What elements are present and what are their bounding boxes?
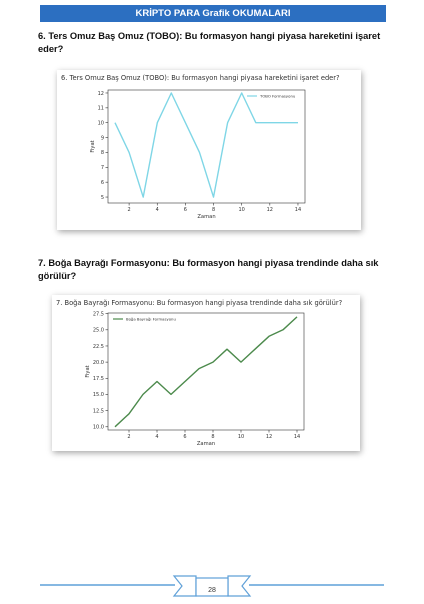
y-tick-label: 5 [100, 194, 104, 201]
y-tick-label: 12 [97, 90, 104, 97]
x-axis-label: Zaman [197, 214, 216, 220]
chart-tobo [57, 70, 361, 230]
x-tick-label: 6 [183, 434, 187, 440]
chart-title: 6. Ters Omuz Baş Omuz (TOBO): Bu formasyon hangi piyasa hareketini işaret eder? [61, 74, 340, 82]
x-tick-label: 4 [155, 207, 159, 213]
series-line [115, 93, 298, 197]
chart-card-bull-flag [52, 295, 360, 451]
y-tick-label: 15.0 [92, 392, 104, 399]
page-number: 28 [208, 587, 216, 594]
x-tick-label: 2 [127, 207, 131, 213]
legend-label: TOBO Formasyonu [260, 93, 296, 99]
y-tick-label: 22.5 [92, 343, 104, 350]
y-tick-label: 9 [100, 135, 104, 142]
question-7: 7. Boğa Bayrağı Formasyonu: Bu formasyon hangi piyasa trendinde daha sık görülür? [38, 258, 379, 281]
footer-ribbon [0, 570, 424, 600]
x-tick-label: 4 [155, 434, 159, 440]
page-footer [0, 570, 424, 600]
y-axis-label: Fiyat [90, 140, 96, 153]
chart-title: 7. Boğa Bayrağı Formasyonu: Bu formasyon hangi piyasa trendinde daha sık görülür? [56, 299, 343, 307]
chart-card-tobo [57, 70, 361, 230]
x-tick-label: 10 [237, 434, 245, 440]
legend-label: Boğa Bayrağı Formasyonu [126, 316, 176, 322]
x-tick-label: 10 [238, 207, 245, 213]
y-tick-label: 10 [97, 120, 104, 127]
y-tick-label: 10.0 [92, 424, 104, 431]
y-tick-label: 27.5 [92, 311, 104, 318]
x-axis-label: Zaman [196, 441, 216, 447]
y-axis-label: Fiyat [85, 365, 91, 378]
plot-frame [108, 90, 305, 203]
plot-frame [108, 313, 304, 430]
x-tick-label: 2 [127, 434, 131, 440]
y-tick-label: 11 [97, 105, 104, 112]
x-tick-label: 8 [211, 207, 216, 213]
x-tick-label: 14 [294, 207, 302, 213]
x-tick-label: 12 [266, 207, 274, 213]
y-tick-label: 17.5 [92, 376, 104, 383]
page-header: KRİPTO PARA Grafik OKUMALARI [40, 5, 386, 22]
question-6: 6. Ters Omuz Baş Omuz (TOBO): Bu formasyon hangi piyasa hareketini işaret eder? [38, 31, 381, 54]
x-tick-label: 8 [211, 434, 215, 440]
x-tick-label: 6 [183, 207, 187, 213]
y-tick-label: 20.0 [92, 359, 104, 366]
y-tick-label: 12.5 [92, 408, 104, 415]
x-tick-label: 14 [293, 434, 301, 440]
x-tick-label: 12 [265, 434, 273, 440]
y-tick-label: 6 [100, 179, 104, 186]
series-line [115, 317, 297, 427]
y-tick-label: 8 [100, 150, 104, 157]
y-tick-label: 7 [100, 165, 104, 172]
y-tick-label: 25.0 [92, 327, 104, 334]
chart-bull-flag [52, 295, 360, 451]
